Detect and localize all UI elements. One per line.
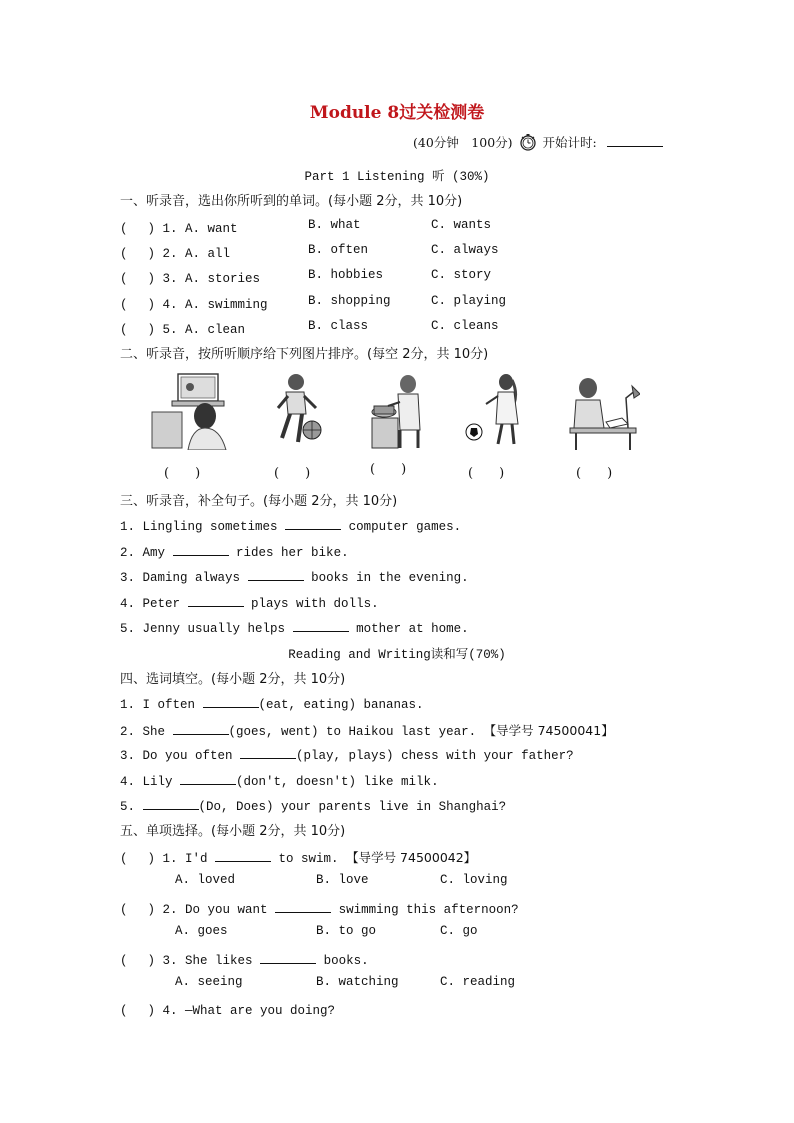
section3-heading: 三、听录音，补全句子。(每小题 2分，共 10分) <box>120 494 398 509</box>
question-end: to swim. <box>278 852 339 866</box>
option-c: C. story <box>431 268 492 282</box>
sentence-start: 4. Lily <box>120 775 173 789</box>
question-stem: ( ) 2. Do you want <box>120 903 268 917</box>
timer-line <box>413 133 663 151</box>
sentence-end: plays with dolls. <box>251 597 379 611</box>
question-row <box>120 218 492 236</box>
sentence-end: (eat, eating) bananas. <box>258 698 424 712</box>
sentence-row <box>120 746 574 763</box>
question-stem: ( ) 4. —What are you doing? <box>120 1004 336 1018</box>
option-c: C. go <box>440 924 478 938</box>
question-stem: ( ) 3. She likes <box>120 954 253 968</box>
answer-blank[interactable] <box>285 517 341 530</box>
answer-paren[interactable]: ( ) <box>576 466 613 481</box>
question-row <box>120 294 507 312</box>
option-b: B. hobbies <box>308 268 384 282</box>
sentence-end: (don't, doesn't) like milk. <box>236 775 439 789</box>
question-row <box>120 899 519 917</box>
option-c: C. wants <box>431 218 492 232</box>
sentence-start: 4. Peter <box>120 597 181 611</box>
basketball-boy-image <box>268 372 328 453</box>
section2-heading: 二、听录音，按所听顺序给下列图片排序。(每空 2分，共 10分) <box>120 347 489 362</box>
answer-blank[interactable] <box>248 568 304 581</box>
sentence-start: 5. Jenny usually helps <box>120 622 286 636</box>
answer-paren[interactable]: ( ) <box>370 462 407 477</box>
study-number-note: 【导学号 74500041】 <box>483 723 614 738</box>
part1-heading: Part 1 Listening 听 (30%) <box>304 170 490 184</box>
answer-blank[interactable] <box>275 900 331 913</box>
sentence-end: rides her bike. <box>236 546 349 560</box>
cooking-woman-image <box>370 372 430 453</box>
page-title: Module 8过关检测卷 <box>309 103 485 123</box>
sentence-end: mother at home. <box>356 622 469 636</box>
clock-icon <box>519 133 537 151</box>
option-b: B. love <box>316 873 369 887</box>
part2-heading: Reading and Writing读和写(70%) <box>288 648 506 662</box>
question-stem: ( ) 1. I'd <box>120 852 208 866</box>
question-stem: ( ) 5. A. clean <box>120 323 246 337</box>
section5-heading: 五、单项选择。(每小题 2分，共 10分) <box>120 824 346 839</box>
sentence-end: (Do, Does) your parents live in Shanghai? <box>198 800 507 814</box>
sentence-end: (goes, went) to Haikou last year. <box>228 725 477 739</box>
sentence-start: 2. She <box>120 725 166 739</box>
option-a: A. loved <box>175 873 236 887</box>
sentence-row <box>120 619 469 636</box>
answer-paren[interactable]: ( ) <box>468 466 505 481</box>
option-a: A. goes <box>175 924 228 938</box>
question-row <box>120 848 476 866</box>
section4-heading: 四、选词填空。(每小题 2分，共 10分) <box>120 672 346 687</box>
answer-blank[interactable] <box>173 722 229 735</box>
question-stem: ( ) 2. A. all <box>120 247 231 261</box>
option-a: A. seeing <box>175 975 243 989</box>
computer-watching-image <box>150 372 232 453</box>
option-c: C. cleans <box>431 319 499 333</box>
sentence-row <box>120 797 506 814</box>
sentence-row <box>120 695 424 712</box>
answer-blank[interactable] <box>180 772 236 785</box>
sentence-row <box>120 772 439 789</box>
answer-paren[interactable]: ( ) <box>274 466 311 481</box>
option-c: C. loving <box>440 873 508 887</box>
option-b: B. class <box>308 319 369 333</box>
answer-blank[interactable] <box>215 849 271 862</box>
question-stem: ( ) 3. A. stories <box>120 272 261 286</box>
option-b: B. shopping <box>308 294 391 308</box>
sentence-end: books in the evening. <box>311 571 469 585</box>
answer-blank[interactable] <box>203 695 259 708</box>
answer-blank[interactable] <box>188 594 244 607</box>
study-number-note: 【导学号 74500042】 <box>346 850 477 865</box>
option-c: C. reading <box>440 975 516 989</box>
question-row <box>120 319 499 337</box>
sentence-start: 3. Daming always <box>120 571 241 585</box>
question-row <box>120 243 499 261</box>
sentence-start: 1. Lingling sometimes <box>120 520 278 534</box>
sentence-start: 1. I often <box>120 698 196 712</box>
question-row <box>120 950 369 968</box>
sentence-row <box>120 543 349 560</box>
sentence-row <box>120 568 469 585</box>
time-score-info: (40分钟 100分) <box>413 135 513 150</box>
question-stem: ( ) 4. A. swimming <box>120 298 268 312</box>
sentence-row <box>120 594 379 611</box>
reading-boy-image <box>566 372 640 453</box>
option-b: B. to go <box>316 924 377 938</box>
answer-blank[interactable] <box>240 746 296 759</box>
answer-blank[interactable] <box>260 951 316 964</box>
start-time-blank[interactable] <box>607 134 663 147</box>
sentence-row <box>120 517 461 534</box>
option-c: C. always <box>431 243 499 257</box>
option-c: C. playing <box>431 294 507 308</box>
sentence-end: (play, plays) chess with your father? <box>296 749 574 763</box>
sentence-row <box>120 721 614 739</box>
option-b: B. what <box>308 218 361 232</box>
option-b: B. often <box>308 243 369 257</box>
question-stem: ( ) 1. A. want <box>120 222 238 236</box>
sentence-end: computer games. <box>348 520 462 534</box>
sentence-start: 5. <box>120 800 136 814</box>
question-row <box>120 268 492 286</box>
question-row <box>120 1000 335 1018</box>
section1-heading: 一、听录音，选出你所听到的单词。(每小题 2分，共 10分) <box>120 194 463 209</box>
sentence-start: 2. Amy <box>120 546 166 560</box>
answer-paren[interactable]: ( ) <box>164 466 201 481</box>
option-b: B. watching <box>316 975 399 989</box>
start-time-label: 开始计时: <box>542 135 597 150</box>
sentence-start: 3. Do you often <box>120 749 233 763</box>
question-end: books. <box>323 954 369 968</box>
question-end: swimming this afternoon? <box>338 903 519 917</box>
answer-blank[interactable] <box>293 619 349 632</box>
football-girl-image <box>462 372 522 453</box>
answer-blank[interactable] <box>173 543 229 556</box>
answer-blank[interactable] <box>143 797 199 810</box>
